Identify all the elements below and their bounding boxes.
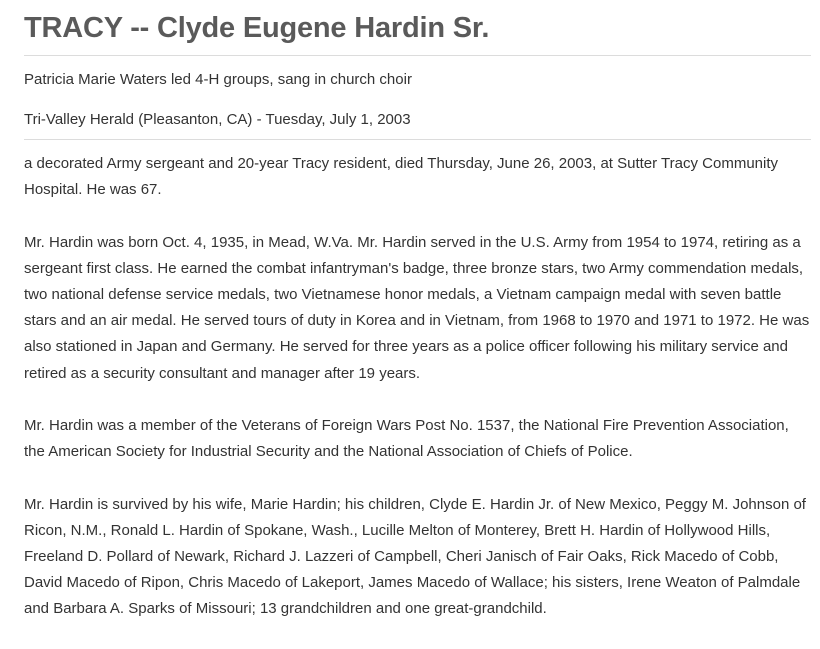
article-subtitle: Patricia Marie Waters led 4-H groups, sang in church choir — [24, 71, 412, 88]
body-paragraph: a decorated Army sergeant and 20-year Tracy resident, died Thursday, June 26, 2003, at Sutter Tracy Community Hospital. He was 67. — [24, 155, 779, 199]
body-paragraph: Mr. Hardin is survived by his wife, Marie Hardin; his children, Clyde E. Hardin Jr. of New Mexico, Peggy M. Johnson of Ricon, N.M., Ronald L. Hardin of Spokane, Wash., Lucille Melton of Monterey, Brett H. Hardin of Hollywood Hills, Freeland D. Pollard of Newark, Richard J. Lazzeri of Campbell, Cheri Janisch of Fair Oaks, Rick Macedo of Cobb, David Macedo of Ripon, Chris Macedo of Lakeport, James Macedo of Wallace; his sisters, Irene Weaton of Palmdale and Barbara A. Sparks of Missouri; 13 grandchildren and one great-grandchild. — [24, 495, 806, 618]
body-paragraph: Mr. Hardin was a member of the Veterans of Foreign Wars Post No. 1537, the National Fire Prevention Association, the American Society for Industrial Security and the National Association of Chiefs of Police. — [24, 417, 789, 461]
page-title: TRACY -- Clyde Eugene Hardin Sr. — [24, 12, 490, 44]
body-paragraph: Mr. Hardin was born Oct. 4, 1935, in Mead, W.Va. Mr. Hardin served in the U.S. Army from 1954 to 1974, retiring as a sergeant first class. He earned the combat infantryman's badge, three bronze stars, two Army commendation medals, two national defense service medals, two Vietnamese honor medals, a Vietnam campaign medal with seven battle stars and an air medal. He served tours of duty in Korea and in Vietnam, from 1968 to 1970 and 1971 to 1972. He was also stationed in Japan and Germany. He served for three years as a police officer following his military service and retired as a security consultant and manager after 19 years. — [24, 233, 810, 382]
article-body — [24, 151, 810, 649]
header-divider — [24, 139, 811, 140]
article-source: Tri-Valley Herald (Pleasanton, CA) - Tuesday, July 1, 2003 — [24, 111, 411, 128]
title-divider — [24, 55, 811, 56]
